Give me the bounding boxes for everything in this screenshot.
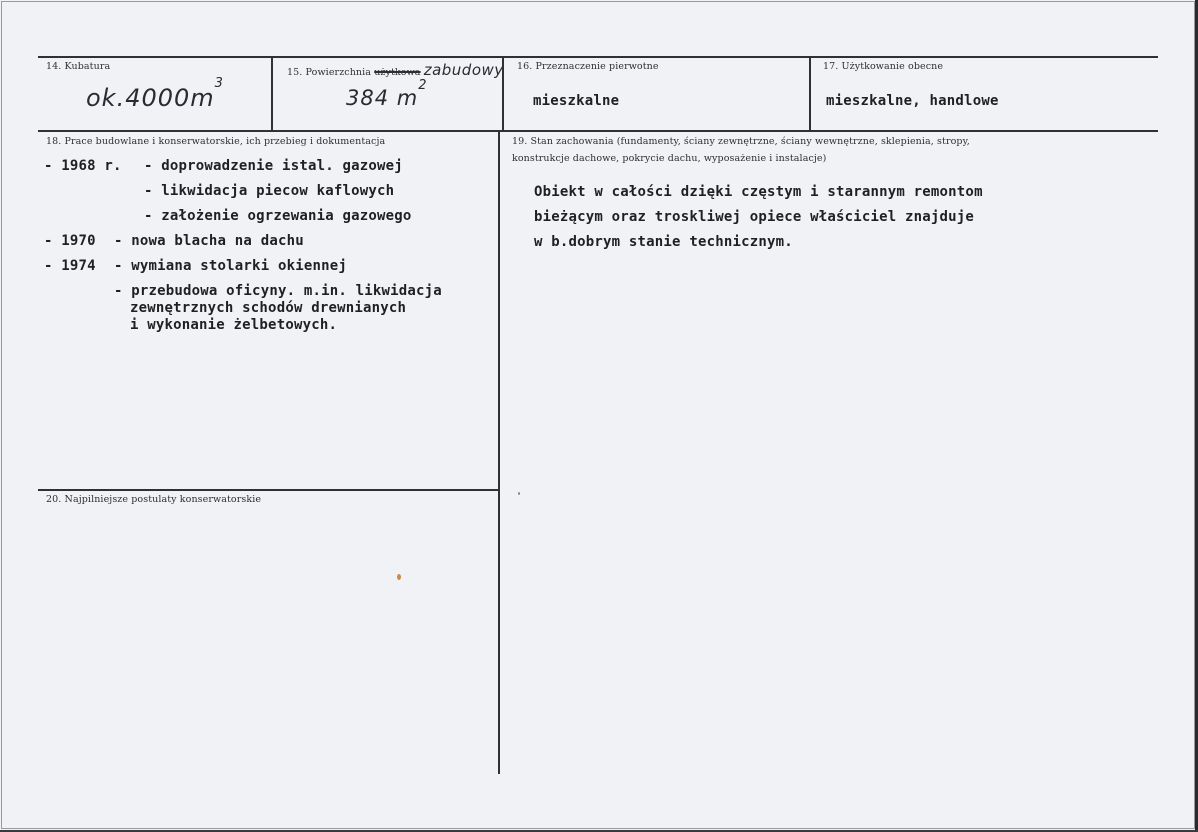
field19-line: Obiekt w całości dzięki częstym i starannym remontom xyxy=(534,184,983,200)
field18-label: 18. Prace budowlane i konserwatorskie, ich przebieg i dokumentacja xyxy=(46,136,386,147)
field14-label: 14. Kubatura xyxy=(46,61,111,72)
field20-label: 20. Najpilniejsze postulaty konserwatorskie xyxy=(46,494,262,505)
field18-line: - doprowadzenie istal. gazowej xyxy=(144,158,403,174)
field18-year-1974: - 1974 xyxy=(44,258,96,274)
field18-line: zewnętrznych schodów drewnianych xyxy=(130,300,407,316)
field16-value: mieszkalne xyxy=(533,93,620,109)
divider-left-right xyxy=(498,130,500,774)
field18-year-1968: - 1968 r. xyxy=(44,158,122,174)
field18-line: - likwidacja piecow kaflowych xyxy=(144,183,395,199)
divider-16-17 xyxy=(809,56,811,130)
rule-top xyxy=(38,56,1158,58)
field19-line: bieżącym oraz troskliwej opiece właściciel znajduje xyxy=(534,209,975,225)
field18-line: - wymiana stolarki okiennej xyxy=(114,258,347,274)
card-frame xyxy=(1,1,1195,829)
paper-speck xyxy=(518,492,520,495)
field17-value: mieszkalne, handlowe xyxy=(826,93,999,109)
field14-value: $ok.4000m^3$ xyxy=(86,76,224,112)
field18-year-1970: - 1970 xyxy=(44,233,96,249)
field18-line: - założenie ogrzewania gazowego xyxy=(144,208,412,224)
field18-line: - nowa blacha na dachu xyxy=(114,233,304,249)
field18-line: - przebudowa oficyny. m.in. likwidacja xyxy=(114,283,442,299)
field19-line: w b.dobrym stanie technicznym. xyxy=(534,234,793,250)
field16-label: 16. Przeznaczenie pierwotne xyxy=(517,61,659,72)
field15-value: 384 $m^2$ xyxy=(346,78,428,110)
field19-label-line1: 19. Stan zachowania (fundamenty, ściany zewnętrzne, ściany wewnętrzne, sklepienia, stropy, xyxy=(512,136,970,147)
field15-label: 15. Powierzchnia użytkowa zabudowy xyxy=(287,61,504,79)
field19-label-line2: konstrukcje dachowe, pokrycie dachu, wyposażenie i instalacje) xyxy=(512,153,827,164)
rule-field18-bottom xyxy=(38,489,500,491)
paper-speck xyxy=(397,574,401,580)
field18-line: i wykonanie żelbetowych. xyxy=(130,317,338,333)
field17-label: 17. Użytkowanie obecne xyxy=(823,61,944,72)
divider-14-15 xyxy=(271,56,273,130)
rule-row1-bottom xyxy=(38,130,1158,132)
